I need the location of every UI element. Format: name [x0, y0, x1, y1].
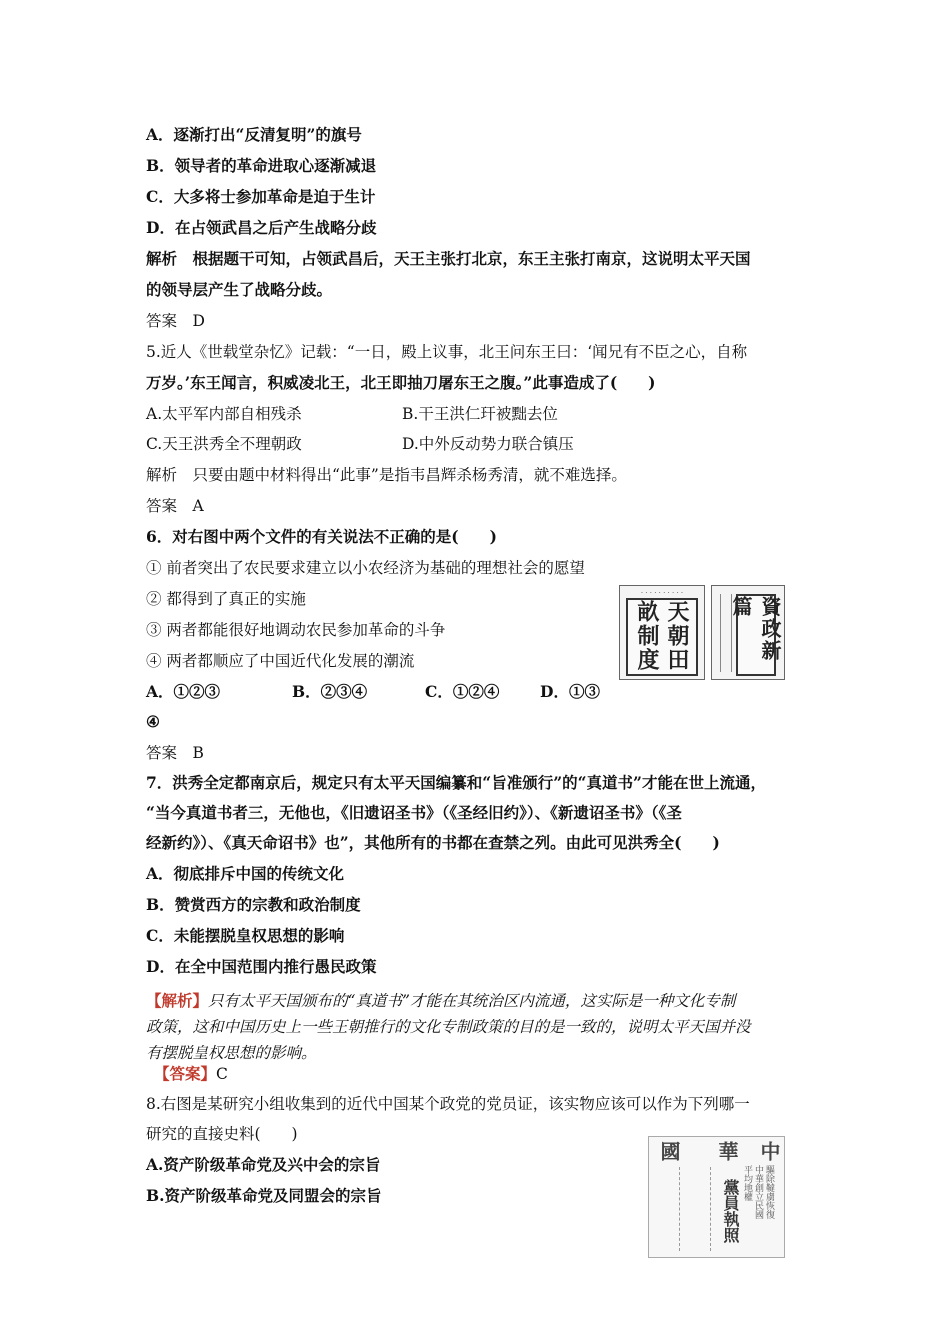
q7-analysis-line-1 [146, 991, 735, 1011]
q6-statement-4: ④ 两者都顺应了中国近代化发展的潮流 [146, 652, 415, 670]
q4-option-b: B．领导者的革命进取心逐渐减退 [146, 156, 377, 175]
certificate-char-3: 國 [657, 1141, 681, 1161]
tianchao-document-image: · · · · · · · · · · 天朝田畝制度 [619, 585, 705, 680]
q5-answer: 答案 A [146, 497, 204, 515]
q7-analysis-tag: 【解析】 [146, 991, 209, 1010]
q5-stem-line-1: 5.近人《世载堂杂忆》记载：“一日，殿上议事，北王问东王曰：‘闻兄有不臣之心，自称 [146, 343, 748, 361]
q8-stem-line-1: 8.右图是某研究小组收集到的近代中国某个政党的党员证，该实物应该可以作为下列哪一 [146, 1095, 750, 1113]
q4-analysis-line-1: 解析 根据题干可知，占领武昌后，天王主张打北京，东王主张打南京，这说明太平天国 [146, 249, 751, 268]
q5-option-a: A.太平军内部自相残杀 [146, 405, 302, 423]
q5-option-c: C.天王洪秀全不理朝政 [146, 435, 302, 453]
q5-option-b: B.干王洪仁玕被黜去位 [402, 405, 558, 423]
certificate-seal: 黨員執照 [721, 1179, 740, 1243]
q5-option-d: D.中外反动势力联合镇压 [402, 435, 574, 453]
q6-statement-2: ② 都得到了真正的实施 [146, 590, 306, 608]
q7-option-d: D．在全中国范围内推行愚民政策 [146, 957, 377, 976]
q8-stem-line-2: 研究的直接史料( ) [146, 1125, 298, 1143]
q7-option-c: C．未能摆脱皇权思想的影响 [146, 926, 345, 945]
q4-option-d: D．在占领武昌之后产生战略分歧 [146, 218, 377, 237]
q4-answer: 答案 D [146, 312, 205, 330]
q8-option-a: A.资产阶级革命党及兴中会的宗旨 [146, 1155, 381, 1174]
q7-answer-value: C [216, 1065, 228, 1083]
q7-analysis-line-2: 政策，这和中国历史上一些王朝推行的文化专制政策的目的是一致的，说明太平天国并没 [146, 1018, 751, 1036]
q7-stem-line-3: 经新约》）、《真天命诏书》也”，其他所有的书都在查禁之列。由此可见洪秀全( ) [146, 833, 720, 852]
q6-option-b: B．②③④ [292, 682, 368, 701]
q6-option-d: D．①③ [540, 682, 600, 701]
q4-analysis-line-2: 的领导层产生了战略分歧。 [146, 280, 333, 299]
q7-answer-tag: 【答案】 [154, 1064, 217, 1083]
q6-statement-3: ③ 两者都能很好地调动农民参加革命的斗争 [146, 621, 446, 639]
zizheng-title: 資政新篇 [729, 596, 782, 662]
q6-option-c: C．①②④ [425, 682, 500, 701]
q6-option-d-continued: ④ [146, 712, 160, 731]
q7-analysis-text-1: 只有太平天国颁布的“真道书”才能在其统治区内流通，这实际是一种文化专制 [208, 992, 736, 1010]
q5-analysis: 解析 只要由题中材料得出“此事”是指韦昌辉杀杨秀清，就不难选择。 [146, 466, 627, 484]
q7-analysis-line-3: 有摆脱皇权思想的影响。 [146, 1044, 317, 1062]
q6-option-a: A．①②③ [146, 682, 221, 701]
tianchao-title: 天朝田畝制度 [634, 600, 690, 672]
q6-answer: 答案 B [146, 744, 204, 762]
zizheng-document-image [711, 585, 785, 680]
q7-answer-line [154, 1064, 228, 1084]
q8-option-b: B.资产阶级革命党及同盟会的宗旨 [146, 1186, 382, 1205]
q6-statement-1: ① 前者突出了农民要求建立以小农经济为基础的理想社会的愿望 [146, 559, 585, 577]
certificate-char-1: 中 [757, 1141, 781, 1161]
q6-stem: 6．对右图中两个文件的有关说法不正确的是( ) [146, 527, 497, 546]
certificate-motto: 驅除韃虜恢復中華創立民國平均地權 [742, 1165, 774, 1219]
q4-option-a: A．逐渐打出“反清复明”的旗号 [146, 125, 362, 144]
certificate-char-2: 華 [715, 1141, 739, 1161]
q7-stem-line-1: 7．洪秀全定都南京后，规定只有太平天国编纂和“旨准颁行”的“真道书”才能在世上流通， [146, 773, 766, 792]
party-membership-certificate-image [648, 1136, 785, 1258]
q7-stem-line-2: “当今真道书者三，无他也，《旧遗诏圣书》（《圣经旧约》）、《新遗诏圣书》（《圣 [146, 803, 682, 822]
q4-option-c: C．大多将士参加革命是迫于生计 [146, 187, 376, 206]
q7-option-b: B．赞赏西方的宗教和政治制度 [146, 895, 361, 914]
q5-stem-line-2: 万岁。’东王闻言，积威凌北王，北王即抽刀屠东王之腹。”此事造成了( ) [146, 373, 656, 392]
q7-option-a: A．彻底排斥中国的传统文化 [146, 864, 345, 883]
